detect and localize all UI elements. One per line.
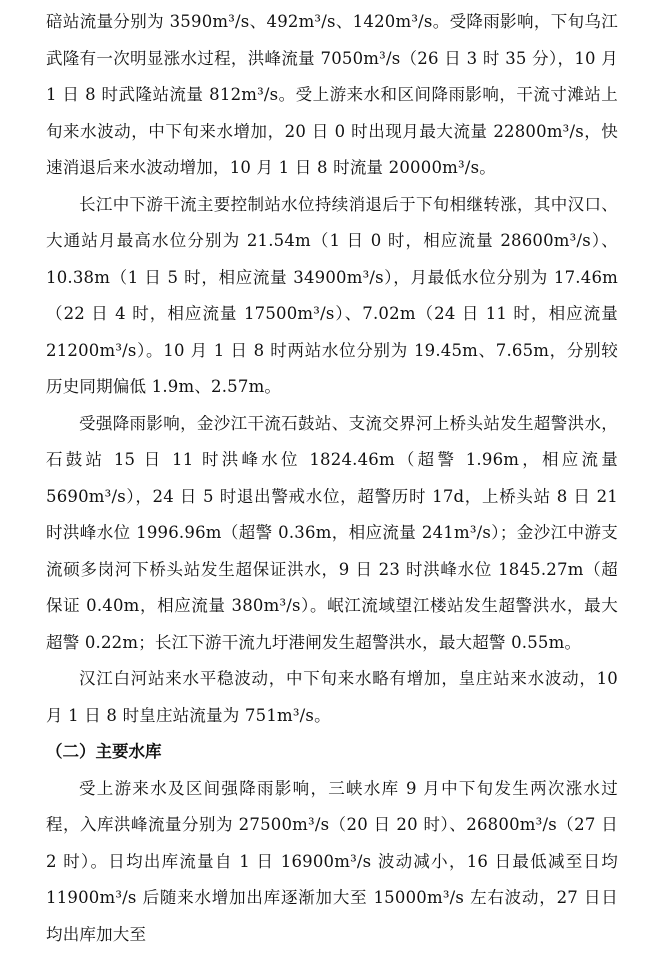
paragraph-three-gorges: 受上游来水及区间强降雨影响，三峡水库 9 月中下旬发生两次涨水过程，入库洪峰流量分别为 27500m³/s（20 日 20 时）、26800m³/s（27 日 2 时）。日均出库流量自 1 日 16900m³/s 波动减小，16 日最低减至日均 11900m³/s 后随来水增加出库逐渐加大至 15000m³/s 左右波动，27 日日均出库加大至 — [46, 771, 618, 953]
paragraph-jinsha-flood: 受强降雨影响，金沙江干流石鼓站、支流交界河上桥头站发生超警洪水，石鼓站 15 日 11 时洪峰水位 1824.46m（超警 1.96m，相应流量 5690m³/s），24 日 5 时退出警戒水位，超警历时 17d，上桥头站 8 日 21 时洪峰水位 1996.96m（超警 0.36m，相应流量 241m³/s）；金沙江中游支流硕多岗河下桥头站发生超保证洪水，9 日 23 时洪峰水位 1845.27m（超保证 0.40m，相应流量 380m³/s）。岷江流域望江楼站发生超警洪水，最大超警 0.22m；长江下游干流九圩港闸发生超警洪水，最大超警 0.55m。 — [46, 406, 618, 662]
paragraph-upper-yangtze: 碚站流量分别为 3590m³/s、492m³/s、1420m³/s。受降雨影响，下旬乌江武隆有一次明显涨水过程，洪峰流量 7050m³/s（26 日 3 时 35 分），10 月 1 日 8 时武隆站流量 812m³/s。受上游来水和区间降雨影响，干流寸滩站上旬来水波动，中下旬来水增加，20 日 0 时出现月最大流量 22800m³/s，快速消退后来水波动增加，10 月 1 日 8 时流量 20000m³/s。 — [46, 4, 618, 187]
paragraph-hanjiang: 汉江白河站来水平稳波动，中下旬来水略有增加，皇庄站来水波动，10 月 1 日 8 时皇庄站流量为 751m³/s。 — [46, 661, 618, 734]
paragraph-mid-lower-yangtze: 长江中下游干流主要控制站水位持续消退后于下旬相继转涨，其中汉口、大通站月最高水位分别为 21.54m（1 日 0 时，相应流量 28600m³/s）、10.38m（1 日 5 时，相应流量 34900m³/s），月最低水位分别为 17.46m（22 日 4 时，相应流量 17500m³/s）、7.02m（24 日 11 时，相应流量 21200m³/s）。10 月 1 日 8 时两站水位分别为 19.45m、7.65m，分别较历史同期偏低 1.9m、2.57m。 — [46, 187, 618, 406]
section-heading-reservoirs: （二）主要水库 — [46, 734, 618, 771]
